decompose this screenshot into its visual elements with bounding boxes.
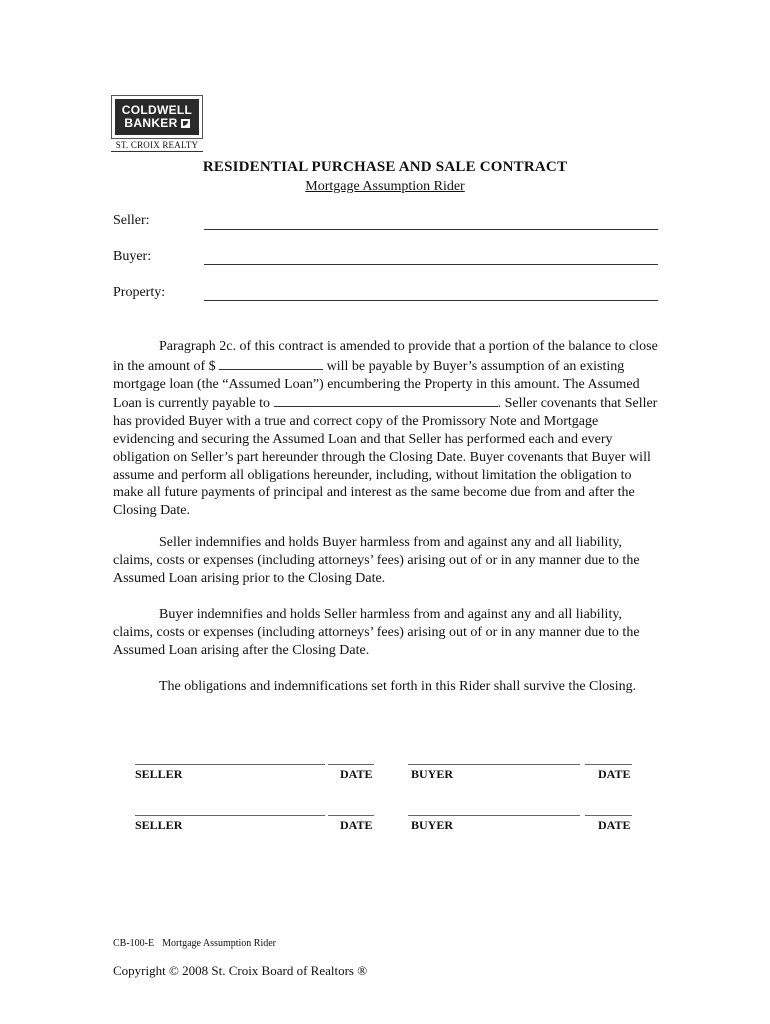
- property-field[interactable]: [204, 300, 658, 301]
- buyer-signature-line-1[interactable]: [408, 764, 580, 765]
- seller-date-label-1: DATE: [340, 767, 373, 781]
- seller-signature-line-1[interactable]: [135, 764, 325, 765]
- paragraph-amendment: [113, 338, 658, 520]
- paragraph-buyer-indemnity-text: Buyer indemnifies and holds Seller harmless from and against any and all liability, claims, costs or expenses (including attorneys’ fees) arising out of or in any manner due to the Assumed Loan arising after the Closing Date.: [113, 607, 640, 658]
- seller-signature-label-2: SELLER: [135, 818, 183, 832]
- seller-date-line-1[interactable]: [328, 764, 374, 765]
- paragraph-seller-indemnity: [113, 534, 658, 587]
- paragraph-survival-text: The obligations and indemnifications set forth in this Rider shall survive the Closing.: [159, 679, 637, 694]
- office-divider: [111, 151, 203, 152]
- buyer-date-line-1[interactable]: [585, 764, 632, 765]
- paragraph-survival: [113, 678, 658, 696]
- seller-date-label-2: DATE: [340, 818, 373, 832]
- seller-signature-line-2[interactable]: [135, 815, 325, 816]
- buyer-label: Buyer:: [113, 249, 152, 264]
- form-identifier: [113, 938, 276, 949]
- logo-line-2-row: [124, 117, 189, 130]
- coldwell-banker-logo: [111, 95, 203, 139]
- seller-signature-label-1: SELLER: [135, 767, 183, 781]
- logo-line-2: BANKER: [124, 116, 178, 130]
- logo-line-1: COLDWELL: [121, 103, 193, 117]
- paragraph-seller-indemnity-text: Seller indemnifies and holds Buyer harmless from and against any and all liability, claims, costs or expenses (including attorneys’ fees) arising out of or in any manner due to the Assumed Loan arising prior to the Closing Date.: [113, 535, 640, 586]
- buyer-signature-line-2[interactable]: [408, 815, 580, 816]
- buyer-field[interactable]: [204, 264, 658, 265]
- office-name: ST. CROIX REALTY: [115, 140, 199, 150]
- buyer-date-label-1: DATE: [598, 767, 631, 781]
- paragraph-amendment-part-3: . Seller covenants that Seller has provided Buyer with a true and correct copy of the Promissory Note and Mortgage evidencing and securing the Assumed Loan and that Seller has performed each and every obligation on Seller’s part hereunder through the Closing Date. Buyer covenants that Buyer will assume and perform all obligations hereunder, including, without limitation the obligation to make all future payments of principal and interest as the same become due from and after the Closing Date.: [113, 396, 658, 519]
- buyer-signature-label-1: BUYER: [411, 767, 454, 781]
- form-name: Mortgage Assumption Rider: [162, 938, 276, 949]
- buyer-date-line-2[interactable]: [585, 815, 632, 816]
- seller-date-line-2[interactable]: [328, 815, 374, 816]
- buyer-date-label-2: DATE: [598, 818, 631, 832]
- document-title: RESIDENTIAL PURCHASE AND SALE CONTRACT: [202, 159, 568, 175]
- document-subtitle: Mortgage Assumption Rider: [305, 179, 465, 194]
- logo-emblem-icon: [181, 119, 190, 128]
- seller-label: Seller:: [113, 213, 150, 228]
- amount-blank[interactable]: [219, 356, 323, 370]
- copyright-notice: Copyright © 2008 St. Croix Board of Realtors ®: [113, 963, 368, 978]
- form-code: CB-100-E: [113, 938, 155, 949]
- buyer-signature-label-2: BUYER: [411, 818, 454, 832]
- paragraph-amendment-part-1: Paragraph 2c. of this contract is amended to provide that a portion of the balance to close in the amount of $: [113, 339, 658, 374]
- logo-mark-area: [115, 99, 199, 135]
- seller-field[interactable]: [204, 229, 658, 230]
- property-label: Property:: [113, 285, 166, 300]
- paragraph-buyer-indemnity: [113, 606, 658, 659]
- paragraph-amendment-part-2: will be payable by Buyer’s assumption of an existing mortgage loan (the “Assumed Loan”) encumbering the Property in this amount. The Assumed Loan is currently payable to: [113, 358, 640, 412]
- payee-blank[interactable]: [274, 393, 498, 407]
